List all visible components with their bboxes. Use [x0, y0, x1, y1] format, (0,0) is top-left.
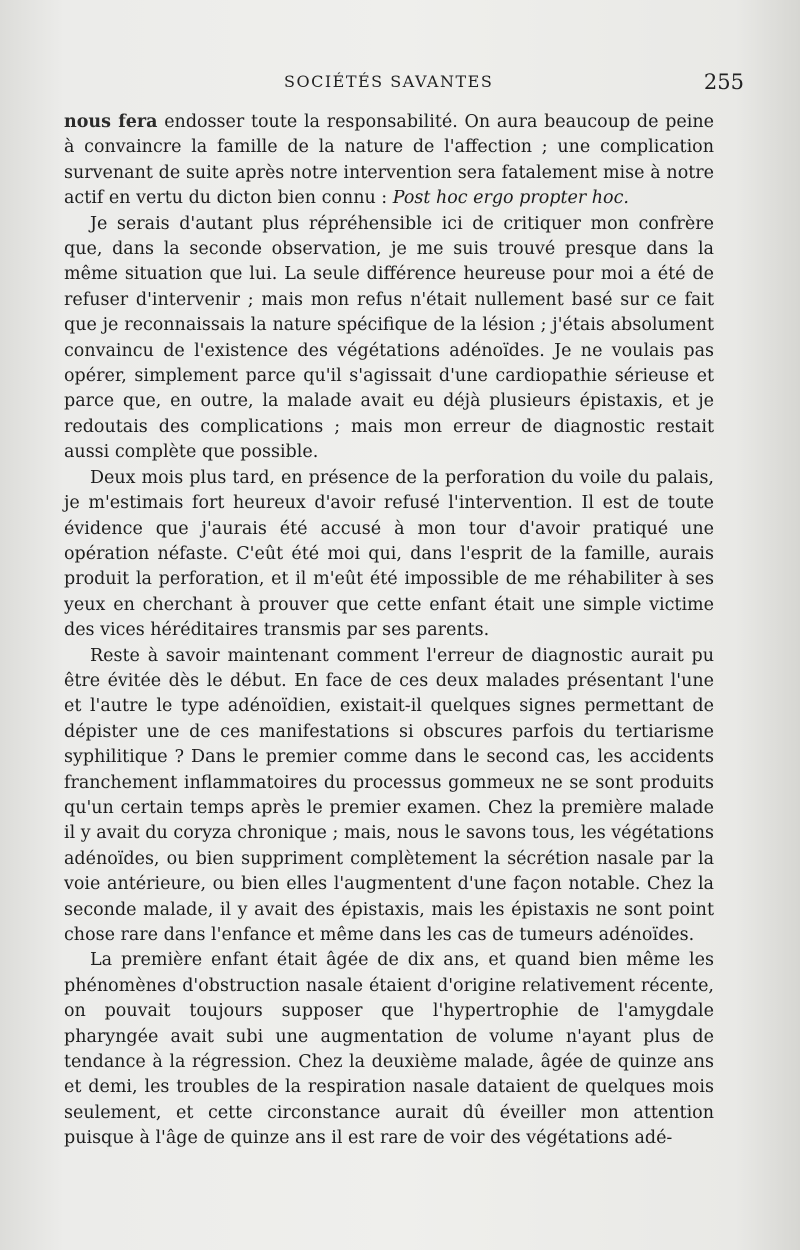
- page-number: 255: [703, 70, 744, 94]
- paragraph-1-lead: nous fera: [64, 112, 158, 132]
- running-title: SOCIÉTÉS SAVANTES: [284, 72, 494, 91]
- paragraph-5: La première enfant était âgée de dix ans, et quand bien même les phénomènes d'obstruction nasale étaient d'origine relativement récente, on pouvait toujours supposer que l'hypertrophie de l'amygdale pharyngée avait subi une augmentation de volume n'ayant plus de tendance à la régression. Chez la deuxième malade, âgée de quinze ans et demi, les troubles de la respiration nasale dataient de quelques mois seulement, et cette circonstance aurait dû éveiller mon attention puisque à l'âge de quinze ans il est rare de voir des végétations adé-: [64, 950, 714, 1149]
- paragraph-4: Reste à savoir maintenant comment l'erreur de diagnostic aurait pu être évitée dès le début. En face de ces deux malades présentant l'une et l'autre le type adénoïdien, existait-il quelques signes permettant de dépister une de ces manifestations si obscures parfois du tertiarisme syphilitique ? Dans le premier comme dans le second cas, les accidents franchement inflammatoires du processus gommeux ne se sont produits qu'un certain temps après le premier examen. Chez la première malade il y avait du coryza chronique ; mais, nous le savons tous, les végétations adénoïdes, ou bien suppriment complètement la sécrétion nasale par la voie antérieure, ou bien elles l'augmentent d'une façon notable. Chez la seconde malade, il y avait des épistaxis, mais les épistaxis ne sont point chose rare dans l'enfance et même dans les cas de tumeurs adénoïdes.: [64, 645, 714, 945]
- body-text: [64, 110, 714, 1152]
- paragraph-3: Deux mois plus tard, en présence de la perforation du voile du palais, je m'estimais fort heureux d'avoir refusé l'intervention. Il est de toute évidence que j'aurais été accusé à mon tour d'avoir pratiqué une opération néfaste. C'eût été moi qui, dans l'esprit de la famille, aurais produit la perforation, et il m'eût été impossible de me réhabiliter à ses yeux en cherchant à prouver que cette enfant était une simple victime des vices héréditaires transmis par ses parents.: [64, 467, 714, 641]
- running-header: [64, 70, 744, 98]
- paragraph-1: [64, 110, 714, 212]
- latin-dictum: Post hoc ergo propter hoc.: [392, 188, 629, 209]
- paragraph-2: Je serais d'autant plus répréhensible ici de critiquer mon confrère que, dans la seconde observation, je me suis trouvé presque dans la même situation que lui. La seule différence heureuse pour moi a été de refuser d'intervenir ; mais mon refus n'était nullement basé sur ce fait que je reconnaissais la nature spécifique de la lésion ; j'étais absolument convaincu de l'existence des végétations adénoïdes. Je ne voulais pas opérer, simplement parce qu'il s'agissait d'une cardiopathie sérieuse et parce que, en outre, la malade avait eu déjà plusieurs épistaxis, et je redoutais des complications ; mais mon erreur de diagnostic restait aussi complète que possible.: [64, 213, 714, 463]
- paragraph-1-text: endosser toute la responsabilité. On aura beaucoup de peine à convaincre la famille de la nature de l'affection ; une complication survenant de suite après notre intervention sera fatalement mise à notre actif en vertu du dicton bien connu :: [64, 112, 714, 209]
